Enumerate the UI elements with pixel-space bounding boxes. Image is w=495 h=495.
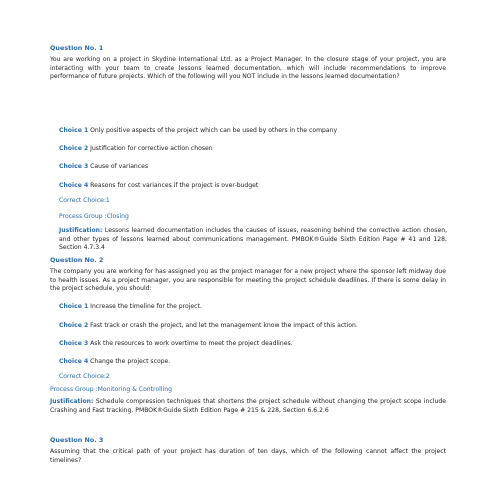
choice-item bbox=[59, 358, 447, 366]
choice-text: Only positive aspects of the project which can be used by others in the company bbox=[90, 127, 338, 134]
choice-text: Increase the timeline for the project. bbox=[90, 303, 202, 310]
question-heading: Question No. 3 bbox=[50, 436, 104, 444]
choice-item bbox=[59, 145, 447, 153]
choice-label: Choice 4 bbox=[59, 358, 89, 365]
correct-choice: Correct Choice:1 bbox=[59, 197, 110, 204]
choice-text: Justification for corrective action chosen bbox=[90, 145, 213, 152]
correct-choice: Correct Choice:2 bbox=[59, 373, 110, 380]
question-text: Assuming that the critical path of your project has duration of ten days, which of the following cannot affect the project timelines? bbox=[50, 448, 446, 464]
choice-item bbox=[59, 303, 447, 311]
choice-label: Choice 4 bbox=[59, 182, 89, 189]
justification-text: Schedule compression techniques that shortens the project schedule without changing the project scope include Crashing and Fast tracking. PMBOK®Guide Sixth Edition Page # 215 & 228, Section 6.6.2.6 bbox=[50, 398, 446, 414]
process-group: Process Group :Closing bbox=[59, 213, 129, 220]
choice-item bbox=[59, 127, 447, 135]
question-text: The company you are working for has assigned you as the project manager for a new project where the sponsor left midway due to health issues. As a project manager, you are responsible for meeting the project schedule deadlines. If there is some delay in the project schedule, you should: bbox=[50, 268, 446, 293]
justification-label: Justification: bbox=[50, 398, 94, 405]
process-group: Process Group :Monitoring & Controlling bbox=[50, 386, 172, 393]
choice-label: Choice 1 bbox=[59, 127, 89, 134]
question-heading: Question No. 2 bbox=[50, 256, 104, 264]
choice-text: Change the project scope. bbox=[90, 358, 171, 365]
justification-label: Justification: bbox=[59, 227, 103, 234]
choice-label: Choice 2 bbox=[59, 322, 89, 329]
choice-text: Cause of variances bbox=[90, 163, 149, 170]
choice-item bbox=[59, 322, 447, 330]
choice-label: Choice 3 bbox=[59, 340, 89, 347]
justification bbox=[59, 227, 447, 253]
choice-label: Choice 3 bbox=[59, 163, 89, 170]
choice-text: Ask the resources to work overtime to meet the project deadlines. bbox=[90, 340, 293, 347]
choice-text: Reasons for cost variances if the project is over-budget bbox=[90, 182, 259, 189]
question-text: You are working on a project in Skydine International Ltd. as a Project Manager. In the closure stage of your project, you are interacting with your team to create lessons learned documentation, which will include recommendations to improve performance of future projects. Which of the following will you NOT include in the lessons learned documentation? bbox=[50, 56, 446, 81]
choice-item bbox=[59, 182, 447, 190]
justification bbox=[50, 398, 446, 415]
choice-item bbox=[59, 163, 447, 171]
question-heading: Question No. 1 bbox=[50, 44, 104, 52]
justification-text: Lessons learned documentation includes the causes of issues, reasoning behind the corrective action chosen, and other types of lessons learned about communications management. PMBOK®Guide Sixth Edition Page # 41 and 128, Section 4.7.3.4 bbox=[59, 227, 448, 252]
choice-text: Fast track or crash the project, and let the management know the impact of this action. bbox=[90, 322, 358, 329]
choice-item bbox=[59, 340, 447, 348]
choice-label: Choice 1 bbox=[59, 303, 89, 310]
choice-label: Choice 2 bbox=[59, 145, 89, 152]
